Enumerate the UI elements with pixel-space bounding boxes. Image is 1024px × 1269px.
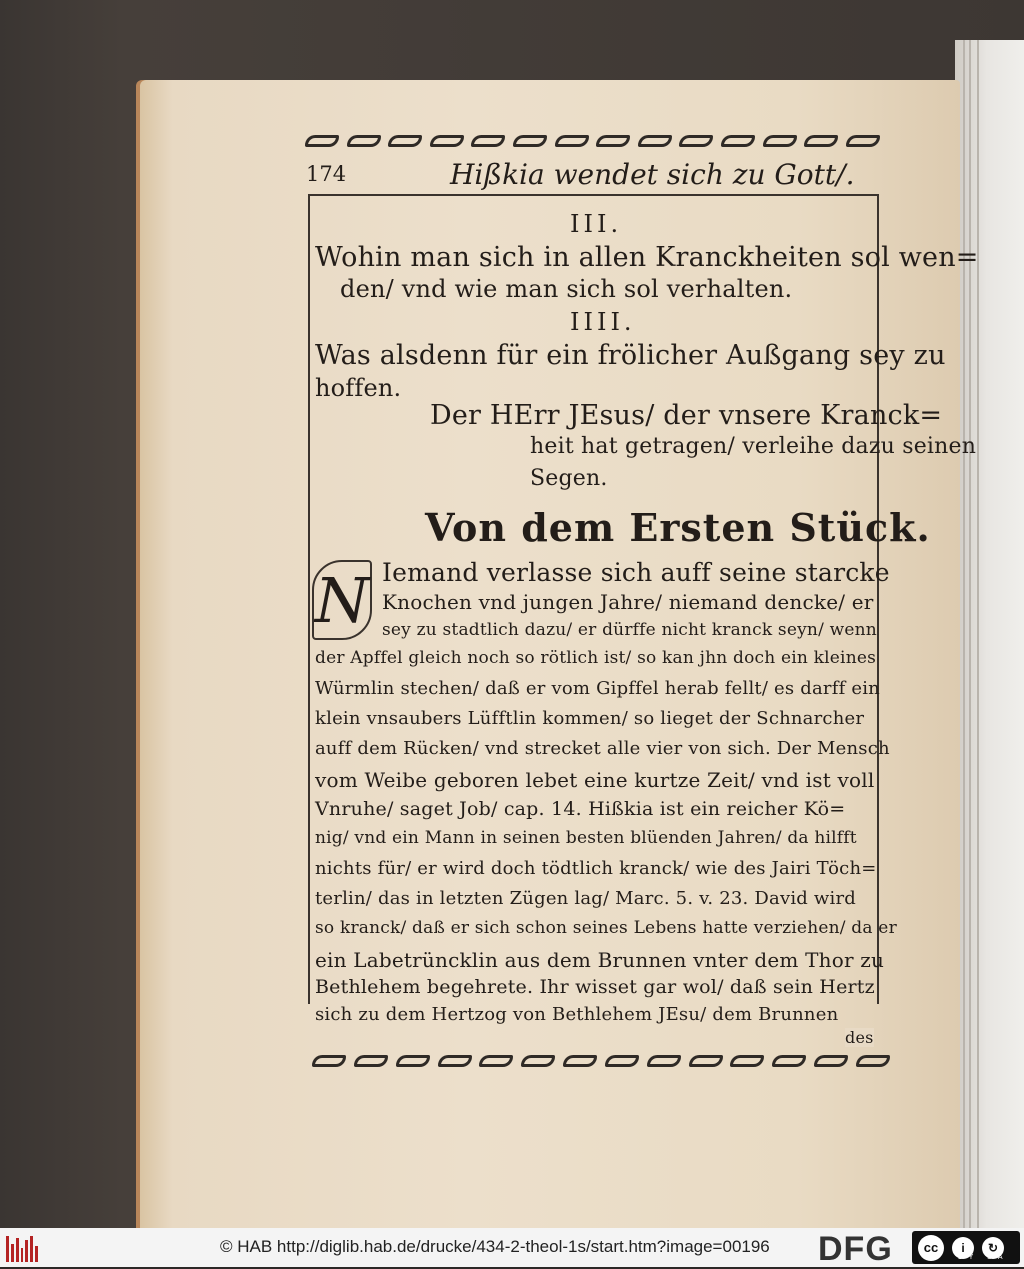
text-line: sich zu dem Hertzog von Bethlehem JEsu/ dem Brunnen: [315, 1004, 839, 1025]
top-ornament-border: [305, 130, 880, 152]
drop-cap-letter: N: [314, 563, 370, 637]
text-line: auff dem Rücken/ vnd strecket alle vier von sich. Der Mensch: [315, 738, 890, 759]
text-line: nig/ vnd ein Mann in seinen besten blüenden Jahren/ da hilfft: [315, 828, 857, 848]
section-number: IIII.: [570, 308, 636, 336]
source-url[interactable]: © HAB http://diglib.hab.de/drucke/434-2-theol-1s/start.htm?image=00196: [220, 1237, 770, 1256]
text-line: Knochen vnd jungen Jahre/ niemand dencke/ er: [382, 590, 874, 614]
section-number: III.: [570, 210, 623, 238]
text-line: Bethlehem begehrete. Ihr wisset gar wol/ daß sein Hertz: [315, 976, 875, 998]
by-icon: i: [952, 1237, 974, 1259]
text-line: Der HErr JEsus/ der vnsere Kranck=: [430, 400, 943, 431]
text-line: ein Labetrüncklin aus dem Brunnen vnter dem Thor zu: [315, 948, 885, 972]
text-line: heit hat getragen/ verleihe dazu seinen: [530, 434, 977, 459]
text-line: terlin/ das in letzten Zügen lag/ Marc. 5. v. 23. David wird: [315, 888, 857, 909]
text-line: so kranck/ daß er sich schon seines Lebens hatte verziehen/ da er: [315, 918, 897, 938]
text-line: Was alsdenn für ein frölicher Außgang sey zu: [315, 340, 946, 371]
dfg-logo: DFG: [818, 1230, 893, 1268]
text-line: nichts für/ er wird doch tödtlich kranck/ wie des Jairi Töch=: [315, 858, 877, 879]
page-number: 174: [306, 162, 347, 186]
text-line: sey zu stadtlich dazu/ er dürffe nicht kranck seyn/ wenn: [382, 620, 877, 640]
text-line: vom Weibe geboren lebet eine kurtze Zeit/ vnd ist voll: [315, 768, 875, 792]
catchword: des: [845, 1028, 874, 1047]
hab-logo-icon: [6, 1234, 38, 1262]
text-line: Iemand verlasse sich auff seine starcke: [382, 558, 890, 587]
sa-icon: ↻: [982, 1237, 1004, 1259]
bottom-ornament-border: [312, 1050, 890, 1072]
next-page-edges: [955, 40, 1024, 1228]
text-line: der Apffel gleich noch so rötlich ist/ so kan jhn doch ein kleines: [315, 648, 877, 668]
section-heading: Von dem Ersten Stück.: [425, 505, 931, 550]
running-head: Hißkia wendet sich zu Gott/.: [450, 158, 855, 191]
text-line: Vnruhe/ saget Job/ cap. 14. Hißkia ist ein reicher Kö=: [315, 798, 846, 820]
drop-cap-initial: [312, 560, 372, 640]
book-page: [140, 80, 979, 1228]
viewer-footer: [0, 1228, 1024, 1267]
text-line: Segen.: [530, 466, 608, 491]
text-line: hoffen.: [315, 374, 402, 402]
cc-icon: cc: [918, 1235, 944, 1261]
text-line: klein vnsaubers Lüfftlin kommen/ so lieget der Schnarcher: [315, 708, 865, 729]
text-line: Wohin man sich in allen Kranckheiten sol wen=: [315, 242, 979, 273]
license-labels: BY SA: [958, 1254, 1009, 1261]
text-line: Würmlin stechen/ daß er vom Gipffel herab fellt/ es darff ein: [315, 678, 880, 699]
text-line: den/ vnd wie man sich sol verhalten.: [340, 275, 793, 303]
